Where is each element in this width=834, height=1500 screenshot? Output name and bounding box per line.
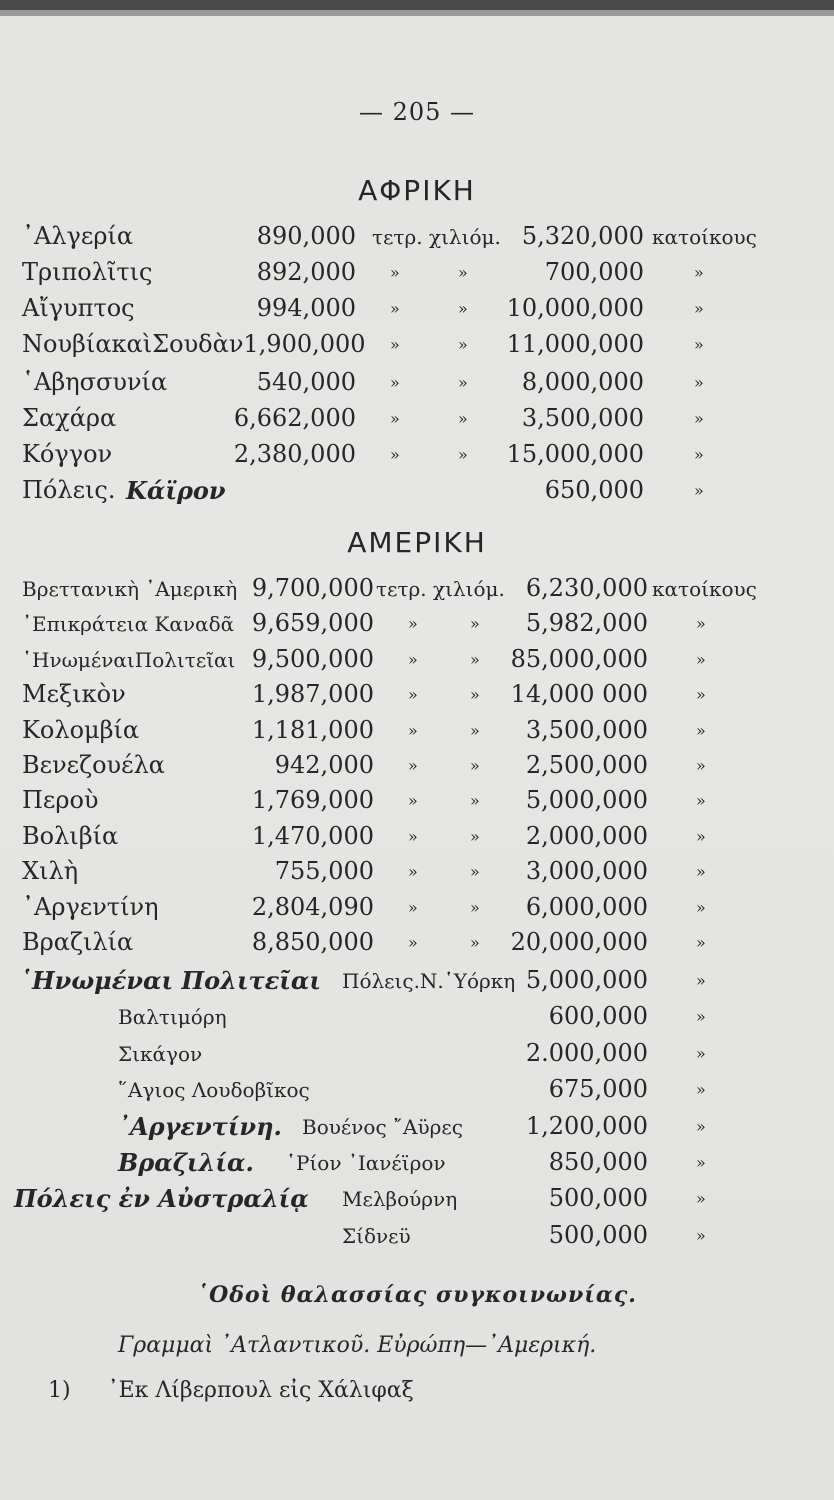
ditto-mark: »	[694, 263, 704, 282]
city-name: Σίδνεϋ	[342, 1223, 411, 1248]
ditto-mark: »	[458, 335, 468, 354]
population-value: 15,000,000	[506, 440, 644, 468]
ditto-mark: »	[696, 862, 706, 882]
page-top-shadow	[0, 10, 834, 16]
ditto-mark: »	[470, 685, 480, 705]
ditto-mark: »	[696, 933, 706, 952]
africa-row	[0, 222, 834, 260]
africa-row	[0, 404, 834, 442]
country-name: Βρεττανικὴ ᾿Αμερικὴ	[22, 577, 238, 601]
ditto-mark: »	[408, 897, 418, 917]
country-name: ῾Αβησσυνία	[22, 368, 168, 396]
city-name: Πόλεις.Ν.῾Υόρκη	[342, 969, 516, 993]
ditto-mark: »	[696, 720, 706, 740]
area-value: 1,181,000	[251, 715, 374, 744]
country-name: Σαχάρα	[22, 404, 117, 432]
ditto-mark: »	[390, 335, 400, 354]
sea-routes-title: ῾Οδοὶ θαλασσίας συγκοινωνίας.	[197, 1282, 637, 1308]
ditto-mark: »	[390, 263, 400, 282]
area-value: 9,659,000	[251, 609, 374, 638]
ditto-mark: »	[696, 826, 706, 846]
population-value: 650,000	[544, 476, 644, 504]
africa-heading: ΑΦΡΙΚΗ	[358, 174, 476, 207]
ditto-mark: »	[458, 445, 468, 464]
country-name: Πόλεις ἐν Αὐστραλίᾳ	[14, 1184, 309, 1214]
ditto-mark: »	[458, 373, 468, 392]
ditto-mark: »	[696, 756, 706, 775]
america-row	[0, 857, 834, 895]
population-value: 14,000 000	[510, 680, 648, 709]
africa-row	[0, 258, 834, 296]
country-name: ῾ΗνωμέναιΠολιτεῖαι	[22, 647, 236, 672]
ditto-mark: »	[390, 445, 400, 464]
ditto-mark: »	[408, 791, 418, 811]
area-value: 540,000	[256, 368, 356, 396]
city-row	[0, 966, 834, 1004]
population-value: 500,000	[548, 1184, 648, 1213]
route-number: 1)	[48, 1378, 71, 1403]
area-value: 1,769,000	[251, 786, 374, 815]
route-text: ᾿Εκ Λίβερπουλ εἰς Χάλιφαξ	[107, 1378, 414, 1403]
ditto-mark: »	[696, 897, 706, 917]
population-value: 6,230,000	[525, 574, 648, 602]
route-line-1	[48, 1378, 414, 1403]
africa-row	[0, 476, 834, 514]
ditto-mark: »	[696, 1116, 706, 1136]
sea-routes-subtitle: Γραμμαὶ ᾿Ατλαντικοῦ. Εὐρώπη—᾿Αμερική.	[118, 1333, 597, 1358]
population-value: 3,000,000	[525, 857, 648, 886]
america-row	[0, 822, 834, 860]
africa-row	[0, 294, 834, 332]
ditto-mark: »	[694, 373, 704, 392]
area-value: 9,500,000	[251, 644, 374, 673]
population-value: 3,500,000	[521, 404, 644, 432]
country-name: Περοὺ	[22, 786, 99, 815]
country-name: Πόλεις.	[22, 476, 116, 504]
ditto-mark: »	[408, 826, 418, 846]
population-value: 6,000,000	[525, 892, 648, 921]
city-row	[0, 1002, 834, 1040]
country-name: ᾿Αργεντίνη	[22, 892, 159, 921]
city-name: Βουένος ῎Αϋρες	[302, 1114, 463, 1139]
area-value: 2,380,000	[233, 440, 356, 468]
ditto-mark: »	[694, 445, 704, 464]
area-value: 890,000	[256, 222, 356, 250]
ditto-mark: »	[470, 614, 480, 634]
population-value: 600,000	[548, 1002, 648, 1031]
ditto-mark: »	[696, 791, 706, 811]
population-value: 85,000,000	[510, 644, 648, 673]
ditto-mark: »	[470, 720, 480, 740]
population-value: 850,000	[548, 1148, 648, 1176]
america-row	[0, 928, 834, 966]
area-value: 2,804,090	[251, 892, 374, 921]
area-unit: τετρ. χιλιόμ.	[376, 577, 505, 601]
ditto-mark: »	[408, 756, 418, 775]
ditto-mark: »	[696, 971, 706, 990]
city-row	[0, 1184, 834, 1222]
ditto-mark: »	[696, 1043, 706, 1063]
page-number: — 205 —	[358, 98, 476, 126]
ditto-mark: »	[694, 335, 704, 354]
country-name: ᾿Αργεντίνη.	[118, 1111, 282, 1141]
ditto-mark: »	[696, 1153, 706, 1172]
ditto-mark: »	[470, 791, 480, 811]
america-row	[0, 716, 834, 754]
ditto-mark: »	[458, 263, 468, 282]
america-row	[0, 609, 834, 647]
ditto-mark: »	[470, 862, 480, 882]
ditto-mark: »	[470, 826, 480, 846]
city-name: ῾Ρίον ᾿Ιανέϊρον	[286, 1151, 446, 1175]
ditto-mark: »	[408, 614, 418, 634]
city-row	[0, 1148, 834, 1186]
page-top-edge	[0, 0, 834, 10]
ditto-mark: »	[694, 481, 704, 500]
country-name: Τριπολῖτις	[22, 258, 153, 286]
area-value: 8,850,000	[251, 928, 374, 956]
ditto-mark: »	[696, 1225, 706, 1245]
ditto-mark: »	[696, 1007, 706, 1027]
population-value: 5,982,000	[525, 609, 648, 638]
area-value: 994,000	[256, 294, 356, 322]
america-row	[0, 893, 834, 931]
ditto-mark: »	[470, 933, 480, 952]
city-name: Μελβούρνη	[342, 1187, 458, 1212]
capital-name: Κάϊρον	[126, 476, 226, 505]
city-name: ῞Αγιος Λουδοβῖκος	[118, 1078, 310, 1103]
ditto-mark: »	[408, 862, 418, 882]
country-name: Χιλὴ	[22, 857, 79, 886]
africa-row	[0, 368, 834, 406]
country-name: Βραζιλία.	[118, 1148, 254, 1177]
area-value: 942,000	[274, 751, 374, 779]
city-row	[0, 1075, 834, 1113]
country-name: Μεξικὸν	[22, 680, 126, 709]
population-unit: κατοίκους	[652, 225, 757, 249]
country-name: Κολομβία	[22, 715, 140, 744]
population-value: 3,500,000	[525, 715, 648, 744]
country-name: ΝουβίακαὶΣουδὰν1,900,000	[22, 330, 366, 358]
ditto-mark: »	[696, 649, 706, 669]
ditto-mark: »	[408, 933, 418, 952]
america-heading: ΑΜΕΡΙΚΗ	[347, 526, 487, 559]
population-value: 675,000	[548, 1075, 648, 1104]
city-name: Βαλτιμόρη	[118, 1005, 227, 1030]
country-name: Κόγγον	[22, 440, 113, 468]
population-value: 20,000,000	[510, 928, 648, 956]
population-value: 11,000,000	[506, 330, 644, 358]
ditto-mark: »	[694, 409, 704, 428]
country-name: Αἴγυπτος	[22, 294, 135, 322]
ditto-mark: »	[696, 1080, 706, 1100]
ditto-mark: »	[408, 649, 418, 669]
country-name: Βενεζουέλα	[22, 751, 165, 779]
country-name: Βραζιλία	[22, 928, 134, 956]
america-row	[0, 786, 834, 824]
population-unit: κατοίκους	[652, 577, 757, 601]
area-value: 1,987,000	[251, 680, 374, 709]
ditto-mark: »	[390, 373, 400, 392]
ditto-mark: »	[458, 409, 468, 428]
ditto-mark: »	[696, 685, 706, 705]
population-value: 10,000,000	[506, 294, 644, 322]
population-value: 8,000,000	[521, 368, 644, 396]
population-value: 5,000,000	[525, 966, 648, 994]
area-value: 6,662,000	[233, 404, 356, 432]
population-value: 5,320,000	[521, 222, 644, 250]
ditto-mark: »	[470, 649, 480, 669]
area-unit: τετρ. χιλιόμ.	[372, 225, 501, 249]
population-value: 5,000,000	[525, 786, 648, 815]
area-value: 755,000	[274, 857, 374, 886]
population-value: 1,200,000	[525, 1111, 648, 1140]
america-row	[0, 751, 834, 789]
ditto-mark: »	[694, 299, 704, 318]
america-row	[0, 645, 834, 683]
city-row	[0, 1112, 834, 1150]
population-value: 500,000	[548, 1220, 648, 1249]
america-row	[0, 680, 834, 718]
country-name: ᾿Επικράτεια Καναδᾶ	[22, 612, 235, 637]
ditto-mark: »	[696, 614, 706, 634]
area-value: 1,470,000	[251, 821, 374, 850]
area-value: 892,000	[256, 258, 356, 286]
ditto-mark: »	[458, 299, 468, 318]
population-value: 2,500,000	[525, 751, 648, 779]
ditto-mark: »	[390, 299, 400, 318]
country-name: Βολιβία	[22, 821, 119, 850]
america-row	[0, 574, 834, 612]
population-value: 2.000,000	[525, 1038, 648, 1067]
country-name: ῾Ηνωμέναι Πολιτεῖαι	[20, 966, 321, 995]
country-name: ᾿Αλγερία	[22, 222, 134, 250]
ditto-mark: »	[408, 685, 418, 705]
ditto-mark: »	[470, 756, 480, 775]
ditto-mark: »	[696, 1189, 706, 1209]
city-row	[0, 1039, 834, 1077]
ditto-mark: »	[470, 897, 480, 917]
ditto-mark: »	[408, 720, 418, 740]
city-name: Σικάγον	[118, 1041, 203, 1066]
city-row	[0, 1221, 834, 1259]
ditto-mark: »	[390, 409, 400, 428]
area-value: 9,700,000	[251, 574, 374, 602]
population-value: 700,000	[544, 258, 644, 286]
africa-row	[0, 330, 834, 368]
population-value: 2,000,000	[525, 821, 648, 850]
africa-row	[0, 440, 834, 478]
